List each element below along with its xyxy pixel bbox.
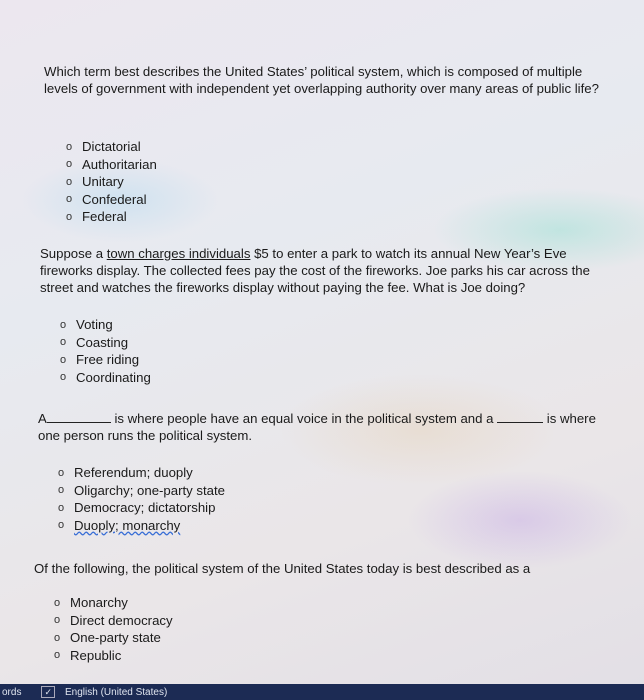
bullet-icon: o [54, 649, 61, 662]
bullet-icon: o [54, 596, 61, 609]
list-item: o Referendum; duoply [58, 465, 193, 481]
answer-blank [47, 410, 111, 423]
question-2-options [60, 316, 151, 386]
word-count[interactable]: ords [2, 686, 22, 698]
proofing-icon[interactable]: ✓ [41, 686, 55, 698]
bullet-icon: o [66, 140, 73, 153]
bullet-icon: o [54, 614, 61, 627]
question-4-options [54, 594, 173, 664]
list-item: o Confederal [66, 191, 147, 207]
list-item: o Coordinating [60, 369, 151, 385]
list-item: o Oligarchy; one-party state [58, 482, 225, 498]
question-4-text: Of the following, the political system of the United States today is best described as a [34, 561, 531, 576]
bullet-icon: o [58, 519, 65, 532]
question-2-text: Suppose a town charges individuals $5 to enter a park to watch its annual New Year’s Eve fireworks display. The collected fees pay the cost of the fireworks. Joe parks his car across the street and watches the fireworks display without paying the fee. What is Joe doing? [40, 246, 590, 295]
question-3-options [58, 464, 225, 534]
list-item: o Federal [66, 209, 127, 225]
list-item: o Free riding [60, 352, 140, 368]
bullet-icon: o [60, 318, 67, 331]
status-bar [0, 684, 644, 700]
bullet-icon: o [58, 501, 65, 514]
bullet-icon: o [66, 158, 73, 171]
bullet-icon: o [60, 336, 67, 349]
underlined-phrase: town charges individuals [106, 246, 251, 261]
list-item: o Voting [60, 317, 113, 333]
bullet-icon: o [66, 193, 73, 206]
bullet-icon: o [58, 466, 65, 479]
language-indicator[interactable]: English (United States) [65, 686, 168, 698]
answer-blank [497, 410, 543, 423]
bullet-icon: o [60, 371, 67, 384]
list-item: o Authoritarian [66, 156, 157, 172]
bullet-icon: o [60, 353, 67, 366]
list-item: o Coasting [60, 334, 129, 350]
question-1-options [66, 138, 157, 226]
list-item: o Democracy; dictatorship [58, 500, 216, 516]
bullet-icon: o [66, 175, 73, 188]
list-item: o Direct democracy [54, 612, 173, 628]
list-item: o Dictatorial [66, 139, 141, 155]
bullet-icon: o [66, 210, 73, 223]
list-item: o Duoply; monarchy [58, 517, 181, 533]
list-item: o Monarchy [54, 595, 128, 611]
bullet-icon: o [58, 484, 65, 497]
question-3-text: A is where people have an equal voice in the political system and a is where one person runs the political system. [38, 411, 596, 443]
bullet-icon: o [54, 631, 61, 644]
list-item: o Unitary [66, 174, 124, 190]
question-1-text: Which term best describes the United States’ political system, which is composed of multiple levels of government with independent yet overlapping authority over many areas of public life? [44, 64, 599, 96]
list-item: o One-party state [54, 630, 161, 646]
list-item: o Republic [54, 647, 122, 663]
